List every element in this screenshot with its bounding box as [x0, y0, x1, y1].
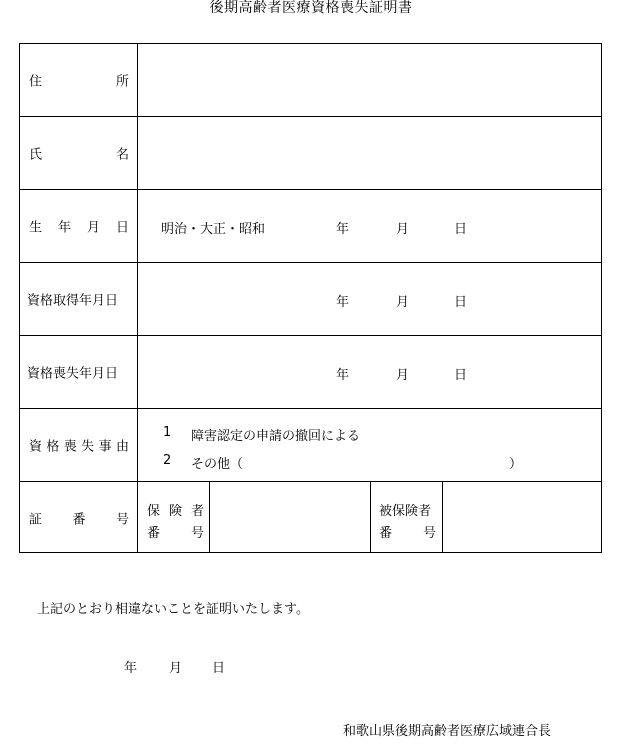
insurer-label-line1: 保 険 者: [147, 504, 204, 519]
cert-number-label: 証 番 号: [29, 512, 129, 527]
lost-date-row: [20, 336, 601, 409]
address-field[interactable]: [138, 44, 601, 116]
insurer-number-field[interactable]: [210, 482, 370, 552]
divider: [370, 482, 371, 553]
birth-day-unit: 日: [454, 222, 468, 237]
acquired-year-unit: 年: [336, 295, 350, 310]
birthdate-label: 生 年 月 日: [29, 220, 129, 236]
date-day-unit: 日: [212, 661, 226, 676]
reason-option-2-number: 2: [163, 453, 172, 468]
reason-option-2-close: ）: [509, 457, 523, 472]
address-label: 住 所: [29, 74, 129, 90]
address-row: [20, 44, 601, 117]
birth-month-unit: 月: [396, 222, 410, 237]
insurer-label-line2: 番 号: [147, 526, 204, 541]
lost-year-unit: 年: [336, 368, 350, 383]
cert-number-row: [20, 482, 601, 553]
insured-label-line2: 番 号: [379, 526, 436, 541]
reason-option-2-text: その他（: [191, 457, 244, 472]
acquired-month-unit: 月: [396, 295, 410, 310]
reason-label: 資 格 喪 失 事 由: [29, 439, 129, 455]
acquired-day-unit: 日: [454, 295, 468, 310]
birth-year-unit: 年: [336, 222, 350, 237]
date-year-unit: 年: [124, 661, 138, 676]
name-row: [20, 117, 601, 190]
era-options: 明治・大正・昭和: [161, 222, 266, 237]
reason-row: [20, 409, 601, 482]
reason-option-1-number: 1: [163, 425, 172, 440]
certificate-form: [19, 43, 602, 553]
name-field[interactable]: [138, 117, 601, 189]
acquired-date-row: [20, 263, 601, 336]
acquired-date-label: 資格取得年月日: [27, 293, 119, 309]
lost-day-unit: 日: [454, 368, 468, 383]
issuer-name: 和歌山県後期高齢者医療広域連合長: [343, 724, 552, 739]
lost-date-label: 資格喪失年月日: [27, 366, 119, 382]
insured-number-field[interactable]: [443, 482, 601, 552]
reason-option-1-text: 障害認定の申請の撤回による: [191, 429, 361, 444]
insured-label-line1: 被保険者: [379, 504, 432, 519]
name-label: 氏 名: [29, 147, 129, 163]
certification-statement: 上記のとおり相違ないことを証明いたします。: [37, 602, 309, 617]
lost-month-unit: 月: [396, 368, 410, 383]
birthdate-row: [20, 190, 601, 263]
document-title: 後期高齢者医療資格喪失証明書: [209, 0, 413, 16]
date-month-unit: 月: [169, 661, 183, 676]
